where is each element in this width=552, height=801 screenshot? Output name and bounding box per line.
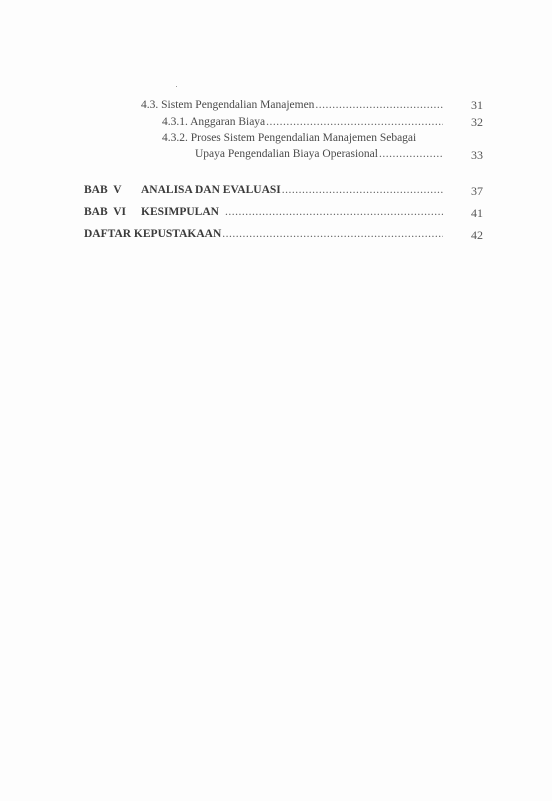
toc-entry-title: Upaya Pengendalian Biaya Operasional (195, 148, 378, 160)
toc-page-number: 31 (471, 98, 483, 112)
scan-speck (176, 86, 177, 87)
toc-entry-4-3-2-line1: 4.3.2. Proses Sistem Pengendalian Manajemen Sebagai (162, 132, 417, 144)
chapter-label: BAB V (84, 184, 122, 196)
toc-page-number: 33 (471, 148, 483, 162)
toc-bibliography (84, 228, 443, 240)
toc-page-number: 42 (471, 228, 483, 242)
toc-chapter-title: DAFTAR KEPUSTAKAAN (84, 228, 222, 240)
toc-entry-4-3-2-line2 (195, 148, 443, 160)
toc-leader-dots (315, 99, 443, 111)
toc-leader-dots (222, 228, 443, 240)
toc-page-number: 32 (471, 115, 483, 129)
toc-page-number: 37 (471, 184, 483, 198)
toc-leader-dots (379, 148, 443, 160)
toc-entry-title: 4.3. Sistem Pengendalian Manajemen (141, 99, 315, 111)
toc-chapter-title: ANALISA DAN EVALUASI (141, 184, 281, 196)
toc-entry-4-3 (141, 99, 443, 111)
toc-entry-4-3-1 (162, 116, 443, 128)
toc-chapter-5 (141, 184, 443, 196)
toc-leader-dots (225, 206, 443, 218)
toc-chapter-6 (141, 206, 443, 218)
toc-leader-dots (282, 184, 443, 196)
toc-chapter-title: KESIMPULAN (141, 206, 219, 218)
toc-page-number: 41 (471, 206, 483, 220)
chapter-label: BAB VI (84, 206, 126, 218)
toc-leader-dots (266, 116, 443, 128)
toc-entry-title: 4.3.1. Anggaran Biaya (162, 116, 266, 128)
